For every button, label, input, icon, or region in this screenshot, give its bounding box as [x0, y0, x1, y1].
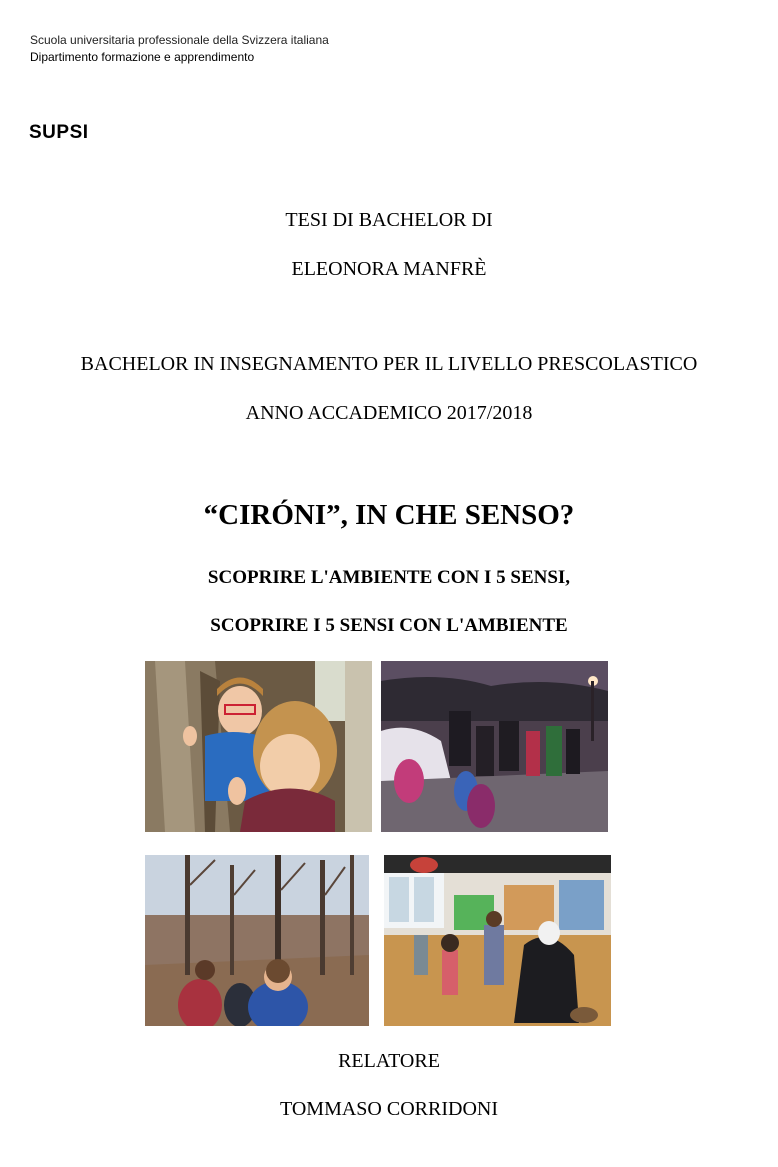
evening-walk-snow-photo — [381, 661, 608, 832]
thesis-subtitle-2: SCOPRIRE I 5 SENSI CON L'AMBIENTE — [210, 615, 568, 636]
thesis-label: TESI DI BACHELOR DI — [285, 209, 493, 231]
thesis-title: “CIRÓNI”, IN CHE SENSO? — [203, 499, 575, 531]
program-name: BACHELOR IN INSEGNAMENTO PER IL LIVELLO PRESCOLASTICO — [80, 353, 698, 375]
thesis-subtitle-1: SCOPRIRE L'AMBIENTE CON I 5 SENSI, — [207, 567, 571, 588]
institution-name: Scuola universitaria professionale della Svizzera italiana — [30, 33, 329, 47]
classroom-costume-photo — [384, 855, 611, 1026]
author-name: ELEONORA MANFRÈ — [291, 258, 487, 280]
advisor-label: RELATORE — [338, 1050, 440, 1072]
advisor-name: TOMMASO CORRIDONI — [280, 1098, 498, 1120]
academic-year: ANNO ACCADEMICO 2017/2018 — [245, 402, 533, 424]
department-name: Dipartimento formazione e apprendimento — [30, 50, 255, 64]
supsi-logo: SUPSI — [29, 122, 89, 143]
children-touching-tree-photo — [145, 661, 372, 832]
forest-children-photo — [145, 855, 369, 1026]
